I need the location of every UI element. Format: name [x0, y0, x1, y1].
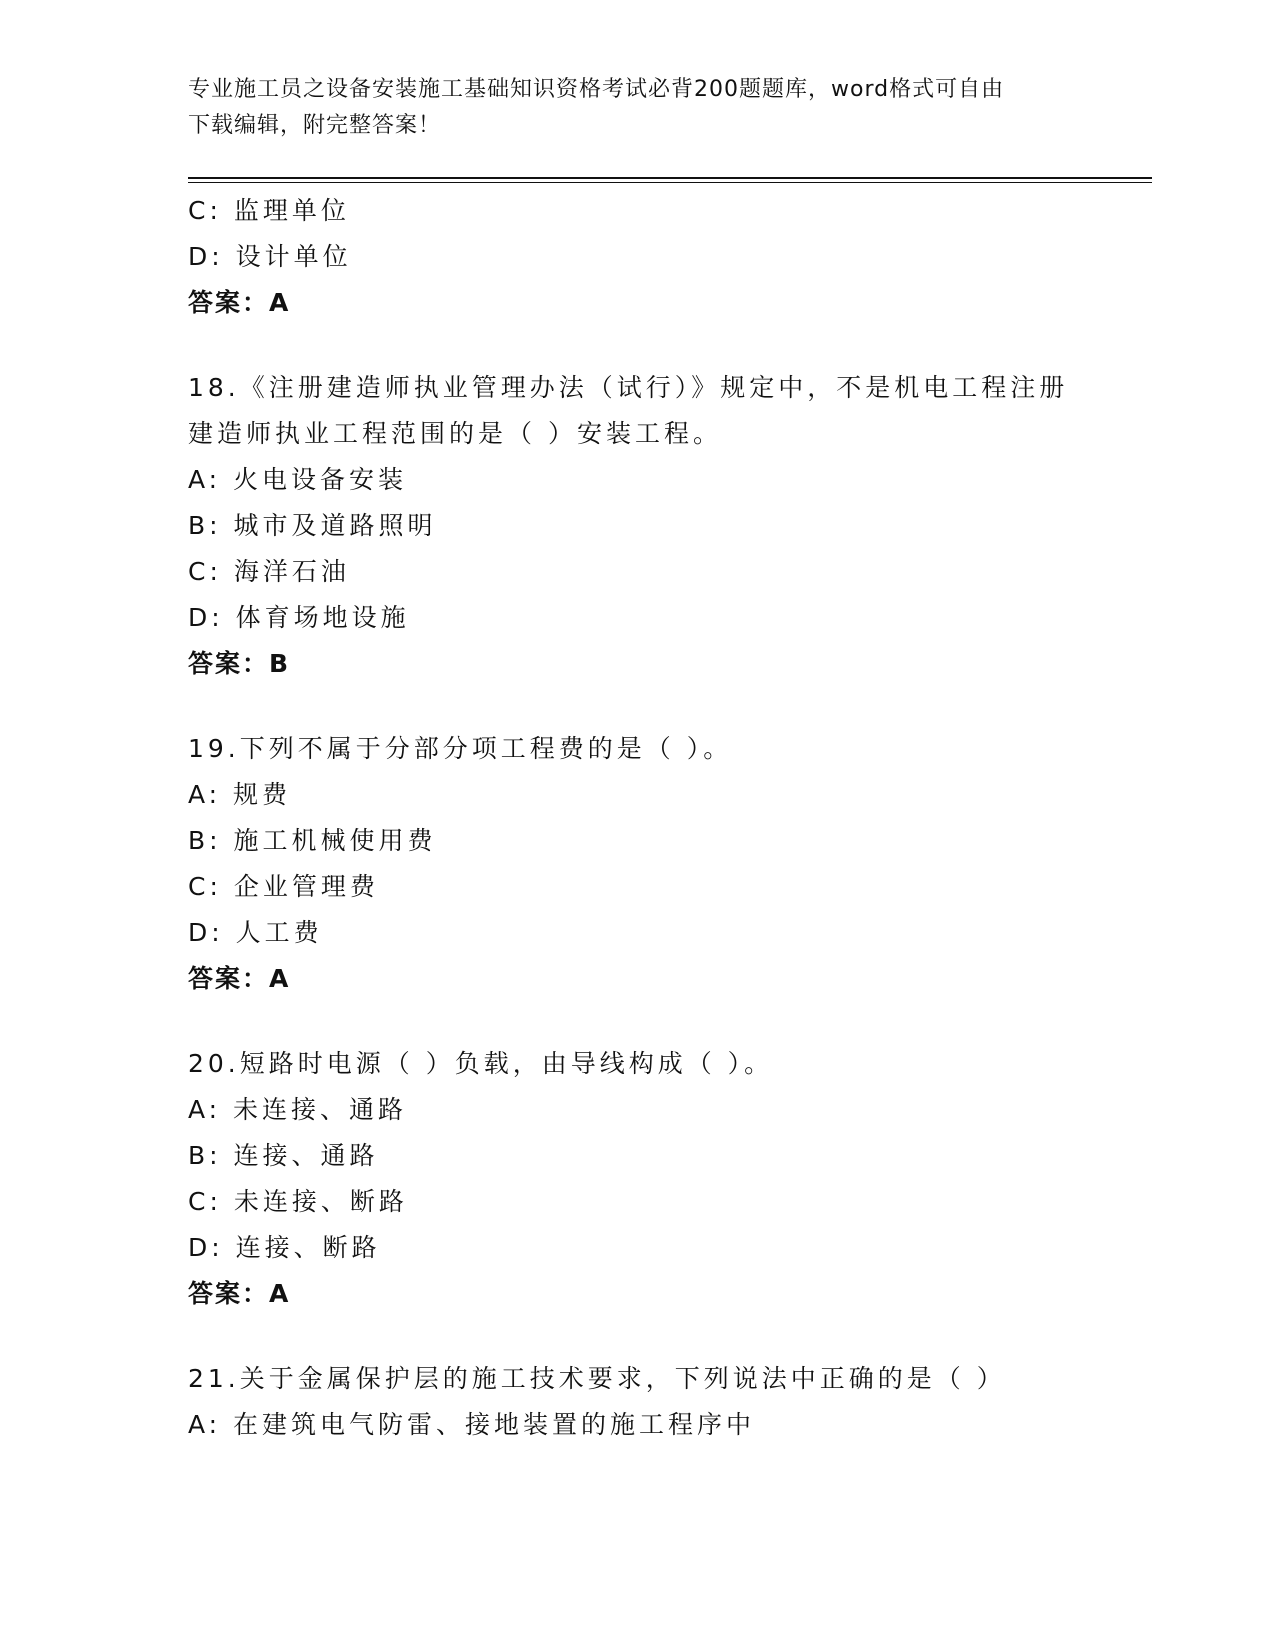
question-18 — [188, 365, 1148, 687]
q19-option-b: B: 施工机械使用费 — [188, 826, 437, 855]
header-divider-thin — [188, 182, 1152, 183]
q20-option-c: C: 未连接、断路 — [188, 1187, 408, 1216]
q20-answer: 答案：A — [188, 1279, 291, 1308]
question-20 — [188, 1041, 1148, 1317]
q19-stem: 19.下列不属于分部分项工程费的是（ ）。 — [188, 734, 733, 763]
question-19 — [188, 726, 1148, 1002]
q17-answer: 答案：A — [188, 288, 291, 317]
q17-option-d: D: 设计单位 — [188, 242, 352, 271]
q20-option-d: D: 连接、断路 — [188, 1233, 381, 1262]
document-header — [188, 72, 1088, 144]
header-title-line-1: 专业施工员之设备安装施工基础知识资格考试必背200题题库，word格式可自由 — [188, 77, 1005, 102]
q21-option-a: A: 在建筑电气防雷、接地装置的施工程序中 — [188, 1410, 756, 1439]
q20-stem: 20.短路时电源（ ）负载，由导线构成（ ）。 — [188, 1049, 774, 1078]
question-17 — [188, 188, 1148, 326]
q18-option-b: B: 城市及道路照明 — [188, 511, 437, 540]
question-list — [188, 188, 1148, 1448]
question-21 — [188, 1356, 1148, 1448]
q19-option-a: A: 规费 — [188, 780, 292, 809]
q17-option-c: C: 监理单位 — [188, 196, 350, 225]
q19-option-c: C: 企业管理费 — [188, 872, 379, 901]
q18-option-c: C: 海洋石油 — [188, 557, 350, 586]
q20-option-a: A: 未连接、通路 — [188, 1095, 408, 1124]
q20-option-b: B: 连接、通路 — [188, 1141, 379, 1170]
q18-option-d: D: 体育场地设施 — [188, 603, 410, 632]
q21-stem: 21.关于金属保护层的施工技术要求，下列说法中正确的是（ ） — [188, 1364, 1006, 1393]
q18-option-a: A: 火电设备安装 — [188, 465, 408, 494]
header-title-line-2: 下载编辑，附完整答案！ — [188, 113, 442, 138]
q18-stem-line-1: 18.《注册建造师执业管理办法（试行）》规定中，不是机电工程注册 — [188, 373, 1069, 402]
q18-stem-line-2: 建造师执业工程范围的是（ ）安装工程。 — [188, 419, 722, 448]
q19-option-d: D: 人工费 — [188, 918, 323, 947]
q19-answer: 答案：A — [188, 964, 291, 993]
header-divider-thick — [188, 177, 1152, 179]
q18-answer: 答案：B — [188, 649, 291, 678]
